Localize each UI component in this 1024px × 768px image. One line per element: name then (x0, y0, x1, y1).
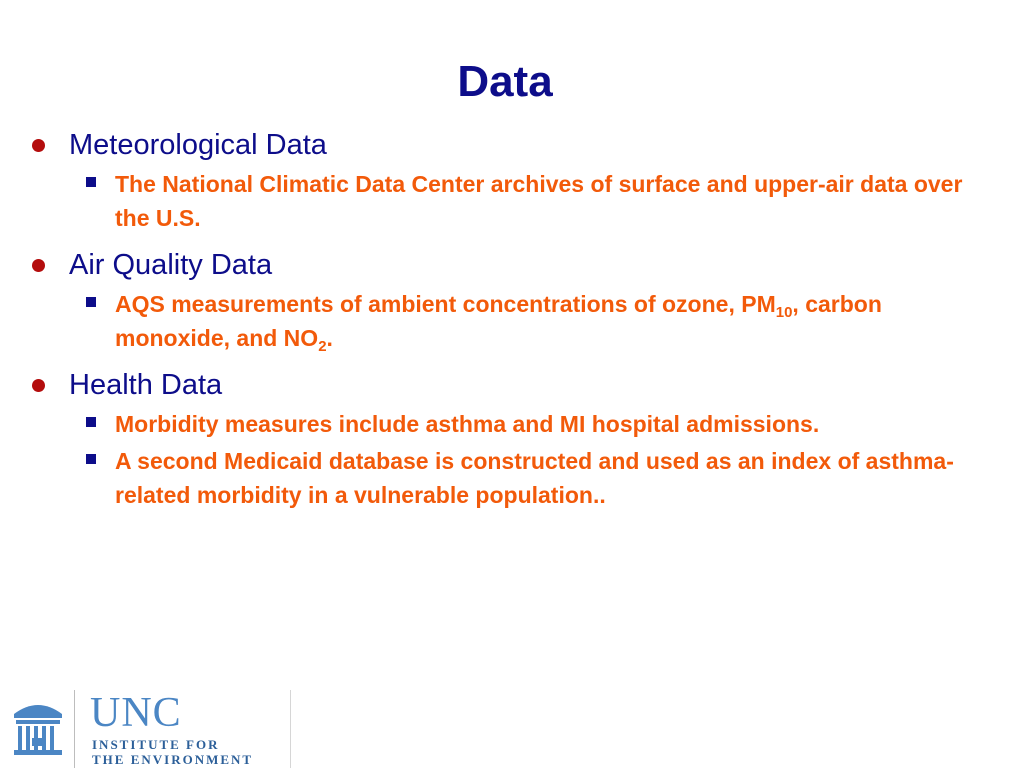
sub-bullet (30, 287, 1000, 355)
subscript: 2 (318, 338, 327, 355)
round-bullet-icon (32, 259, 45, 272)
bullet-air-quality (30, 246, 1000, 284)
round-bullet-icon (32, 139, 45, 152)
sub-bullet (30, 444, 1000, 512)
logo-divider-right (290, 690, 291, 768)
square-bullet-icon (86, 454, 96, 464)
bullet-heading: Health Data (69, 369, 223, 401)
logo-divider (74, 690, 75, 768)
bullet-health (30, 366, 1000, 404)
slide-body (30, 126, 1000, 515)
logo-line-2: THE ENVIRONMENT (92, 752, 254, 767)
sub-bullet-text: A second Medicaid database is constructed and used as an index of asthma-related morbidity in a vulnerable population.. (115, 448, 954, 508)
logo-line-1: INSTITUTE FOR (92, 737, 220, 752)
sub-bullet-text: The National Climatic Data Center archives of surface and upper-air data over the U.S. (115, 171, 963, 231)
slide-title: Data (457, 57, 553, 106)
bullet-heading: Meteorological Data (69, 129, 327, 161)
unc-logo (10, 690, 300, 768)
square-bullet-icon (86, 417, 96, 427)
sub-bullet-text: Morbidity measures include asthma and MI hospital admissions. (115, 411, 820, 437)
round-bullet-icon (32, 379, 45, 392)
logo-unc-text: UNC (90, 690, 182, 736)
subscript: 10 (775, 304, 793, 321)
bullet-meteorological (30, 126, 1000, 164)
old-well-icon (10, 694, 66, 758)
sub-bullet-text: AQS measurements of ambient concentrations of ozone, $PM_{10}$, carbon monoxide, and $NO_2$. (115, 291, 882, 355)
sub-bullet (30, 407, 1000, 441)
square-bullet-icon (86, 297, 96, 307)
square-bullet-icon (86, 177, 96, 187)
bullet-heading: Air Quality Data (69, 249, 273, 281)
sub-bullet (30, 167, 1000, 235)
